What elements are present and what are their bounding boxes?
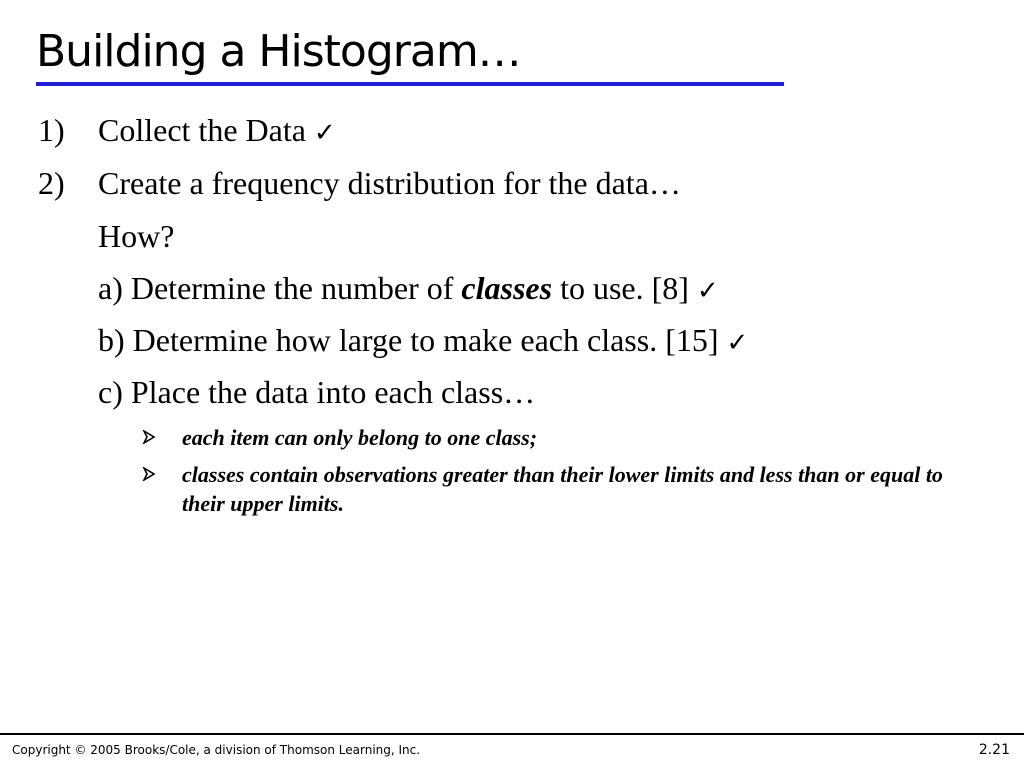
checkmark-icon: ✓ bbox=[313, 118, 336, 148]
substep-c-text: c) Place the data into each class… bbox=[98, 374, 536, 410]
slide-title: Building a Histogram… bbox=[36, 26, 521, 77]
arrow-bullet-icon bbox=[142, 460, 156, 489]
step-2-text: Create a frequency distribution for the data… bbox=[98, 165, 681, 201]
substep-a-prefix: a) Determine the number of bbox=[98, 270, 462, 306]
bullet-item-2: classes contain observations greater than their lower limits and less than or equal to their upper limits. bbox=[182, 462, 943, 516]
checkmark-icon: ✓ bbox=[696, 276, 719, 306]
substep-a bbox=[98, 268, 719, 311]
arrow-bullet-icon bbox=[142, 423, 156, 452]
title-underline bbox=[36, 82, 784, 86]
how-question: How? bbox=[98, 218, 175, 254]
footer-divider bbox=[0, 733, 1024, 735]
step-1-text: Collect the Data bbox=[98, 112, 306, 148]
checkmark-icon: ✓ bbox=[726, 328, 749, 358]
copyright-text: Copyright © 2005 Brooks/Cole, a division of Thomson Learning, Inc. bbox=[12, 743, 421, 757]
substep-b bbox=[98, 320, 748, 363]
bullet-item-1: each item can only belong to one class; bbox=[182, 425, 538, 450]
step-1 bbox=[98, 110, 336, 153]
step-1-number: 1) bbox=[38, 112, 65, 148]
step-2-number: 2) bbox=[38, 165, 65, 201]
substep-a-suffix: to use. [8] bbox=[552, 270, 689, 306]
substep-a-emphasis: classes bbox=[461, 270, 553, 306]
slide-number: 2.21 bbox=[978, 742, 1010, 758]
substep-b-text: b) Determine how large to make each class. [15] bbox=[98, 322, 719, 358]
